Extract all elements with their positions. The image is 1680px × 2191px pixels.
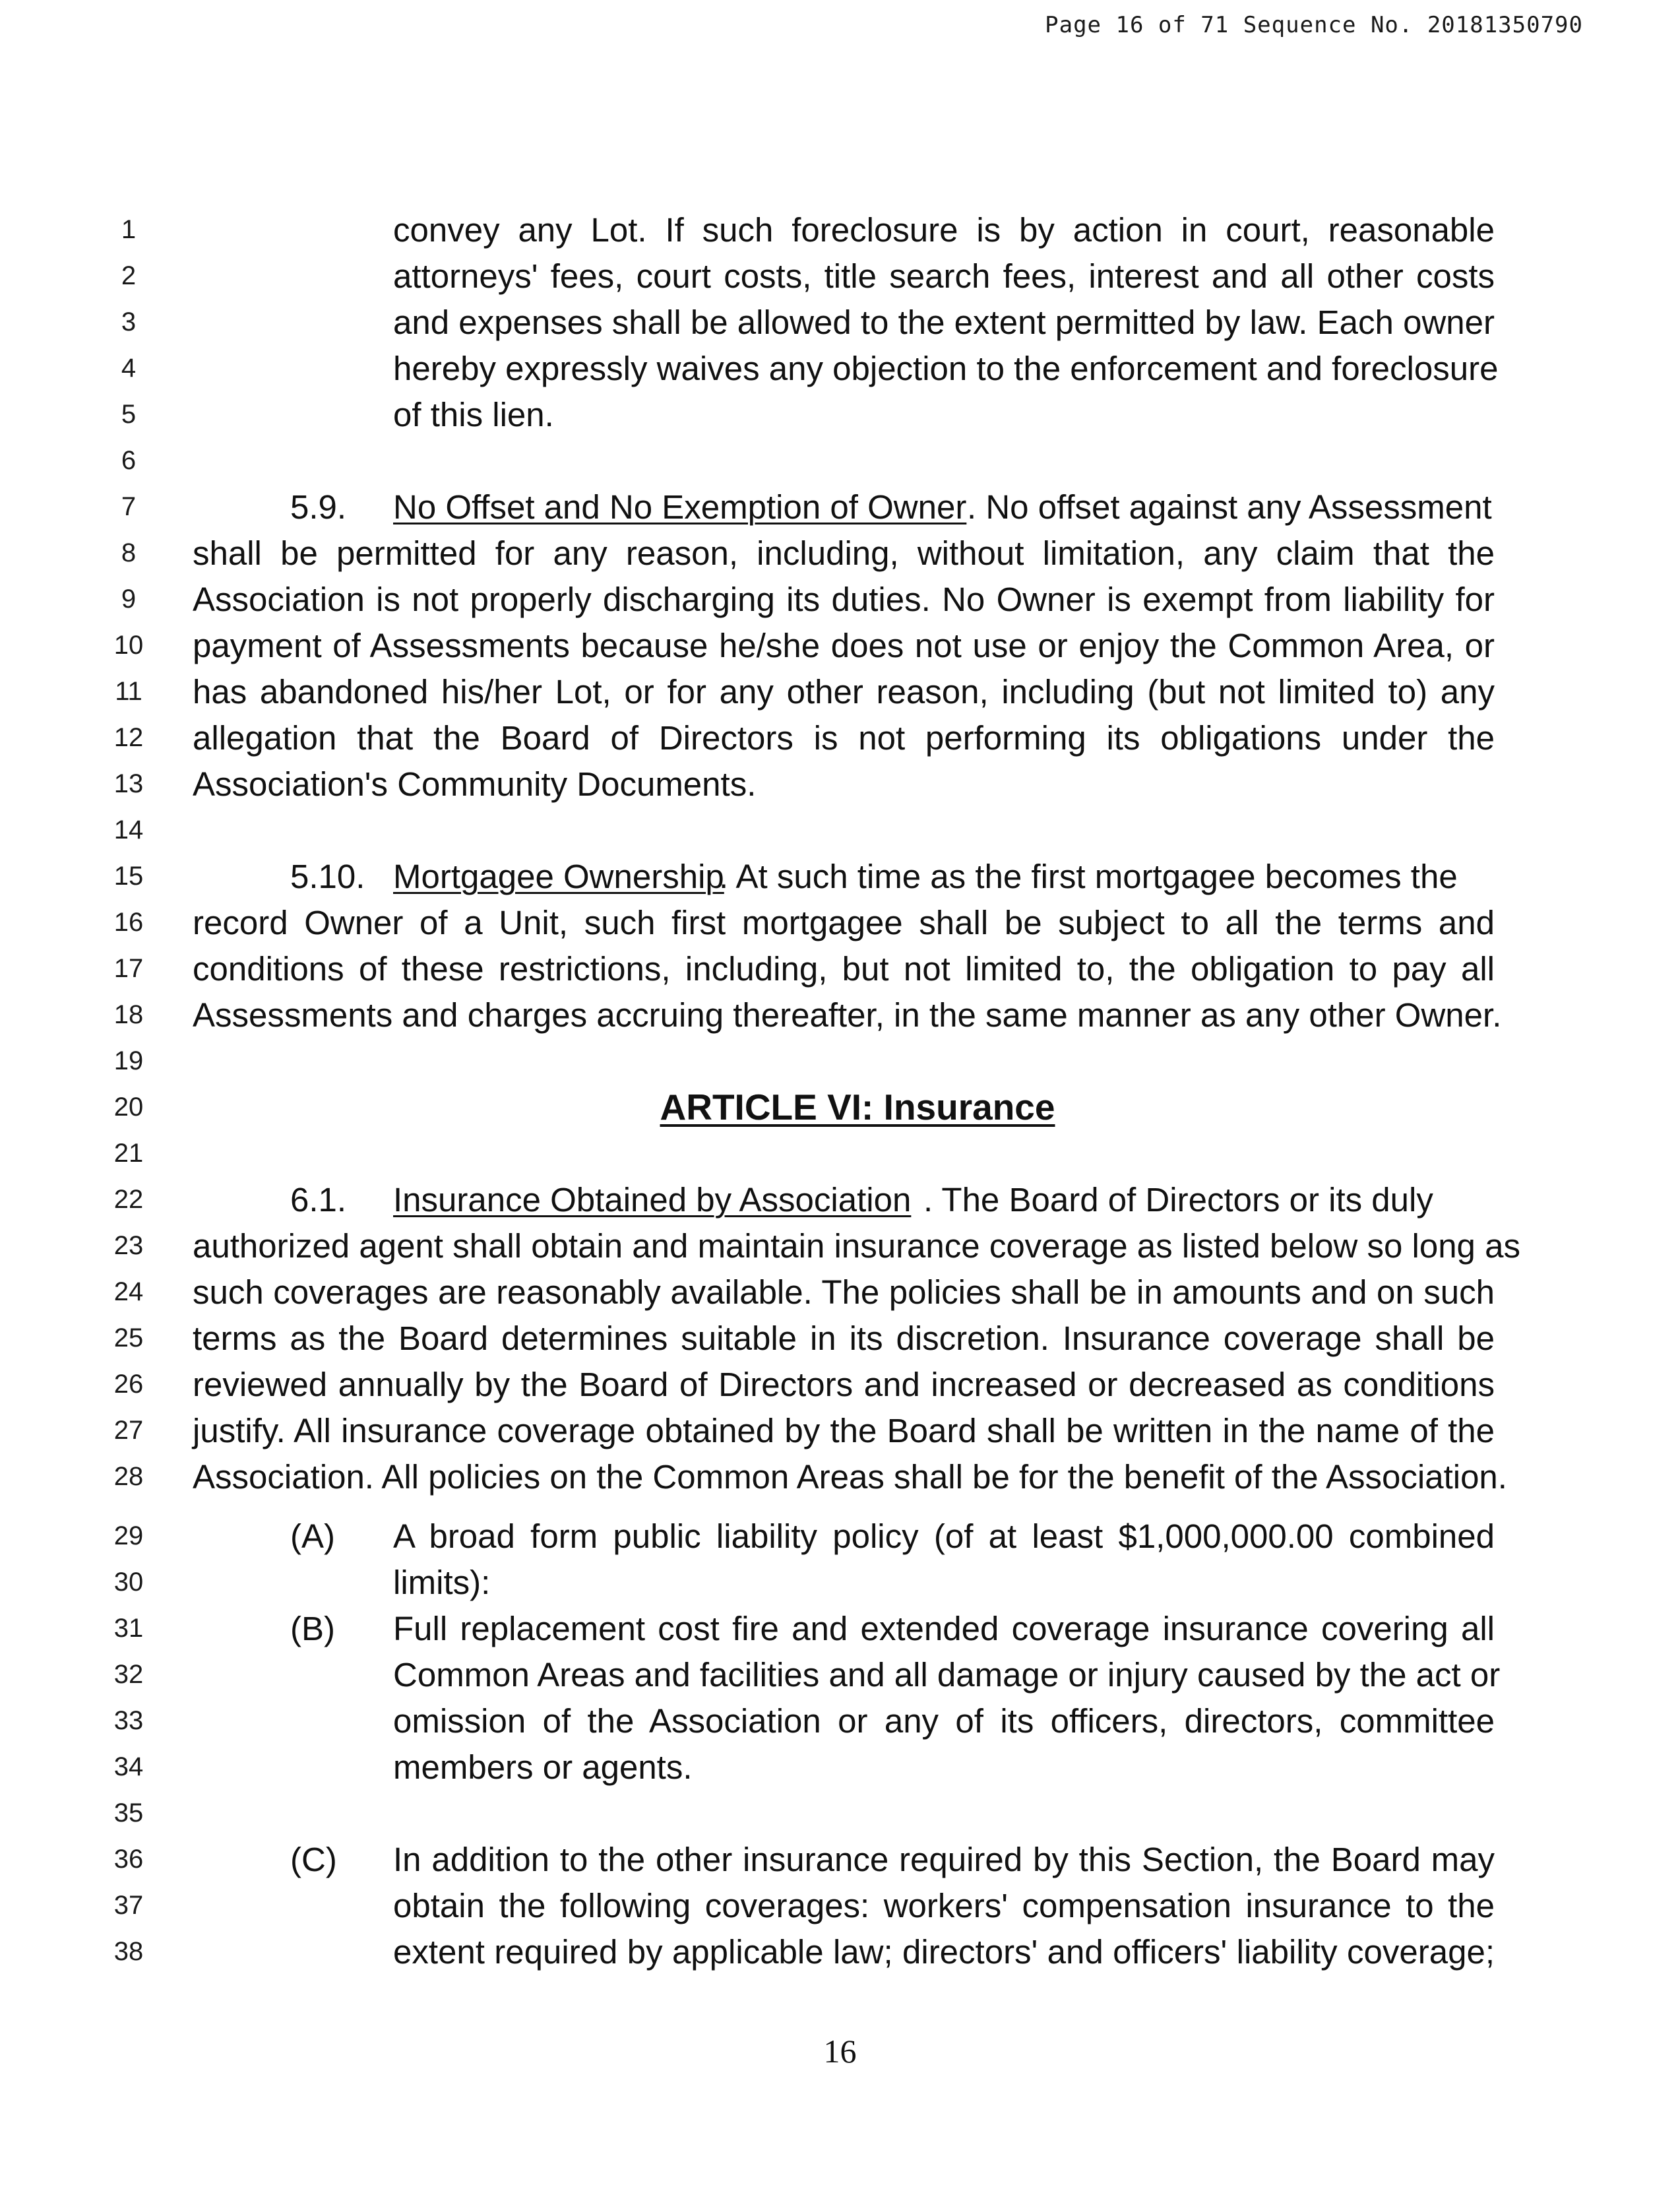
line-text: of this lien.	[393, 396, 554, 433]
section-number: 5.10.	[290, 858, 365, 895]
document-line	[0, 1223, 1680, 1269]
line-number: 8	[121, 538, 137, 567]
line-number: 37	[113, 1891, 144, 1920]
line-number: 22	[113, 1185, 144, 1214]
line-number: 34	[113, 1752, 144, 1781]
line-number: 19	[113, 1046, 144, 1075]
line-number: 5	[121, 400, 137, 429]
line-text: reviewed annually by the Board of Directors and increased or decreased as conditions	[193, 1366, 1495, 1403]
list-marker: (C)	[290, 1841, 337, 1878]
document-line	[0, 714, 1680, 761]
document-line	[0, 1882, 1680, 1929]
article-heading: ARTICLE VI: Insurance	[660, 1087, 1055, 1127]
document-line	[0, 1453, 1680, 1500]
document-line	[0, 206, 1680, 253]
document-line	[0, 1269, 1680, 1316]
document-line	[0, 807, 1680, 854]
line-text: extent required by applicable law; directors' and officers' liability coverage;	[393, 1933, 1495, 1971]
document-line	[0, 576, 1680, 623]
line-number: 14	[113, 815, 144, 844]
document-line	[0, 1130, 1680, 1177]
document-line	[0, 1790, 1680, 1837]
line-text: allegation that the Board of Directors is not performing its obligations under the	[193, 719, 1495, 757]
document-line	[0, 1698, 1680, 1744]
line-number: 36	[113, 1845, 144, 1874]
line-number: 12	[113, 723, 144, 752]
document-line	[0, 1315, 1680, 1362]
document-line	[0, 899, 1680, 946]
document-line	[0, 530, 1680, 577]
document-line	[0, 1559, 1680, 1606]
line-text: limits):	[393, 1564, 491, 1601]
line-number: 20	[113, 1093, 144, 1122]
line-text: Association is not properly discharging its duties. No Owner is exempt from liability for	[193, 581, 1495, 618]
line-number: 24	[113, 1277, 144, 1306]
line-number: 17	[113, 954, 144, 983]
line-text: members or agents.	[393, 1748, 693, 1786]
line-text: Common Areas and facilities and all damage or injury caused by the act or	[393, 1656, 1501, 1694]
line-text: convey any Lot. If such foreclosure is by action in court, reasonable	[393, 211, 1495, 249]
document-line	[0, 484, 1680, 530]
line-text: A broad form public liability policy (of at least $1,000,000.00 combined	[393, 1517, 1495, 1555]
line-text: Association's Community Documents.	[193, 765, 757, 803]
line-number: 23	[113, 1231, 144, 1260]
line-text: Full replacement cost fire and extended coverage insurance covering all	[393, 1610, 1495, 1647]
line-number: 6	[121, 446, 137, 475]
line-text: shall be permitted for any reason, including, without limitation, any claim that the	[193, 534, 1495, 572]
document-line	[0, 1928, 1680, 1975]
document-line	[0, 1651, 1680, 1698]
line-number: 1	[121, 215, 137, 244]
list-marker: (A)	[290, 1517, 335, 1555]
line-number: 26	[113, 1370, 144, 1399]
document-line	[0, 668, 1680, 715]
line-number: 3	[121, 307, 137, 336]
section-number: 6.1.	[290, 1181, 347, 1219]
line-number: 30	[113, 1568, 144, 1597]
page-header: Page 16 of 71 Sequence No. 20181350790	[1045, 12, 1583, 38]
line-text: authorized agent shall obtain and maintain insurance coverage as listed below so long as	[193, 1227, 1520, 1265]
line-number: 2	[121, 261, 137, 290]
line-text: attorneys' fees, court costs, title search fees, interest and all other costs	[393, 257, 1495, 295]
section-number: 5.9.	[290, 488, 347, 526]
line-text: Association. All policies on the Common Areas shall be for the benefit of the Association.	[193, 1458, 1507, 1496]
line-text: . No offset against any Assessment	[967, 488, 1492, 526]
line-text: such coverages are reasonably available. The policies shall be in amounts and on such	[193, 1273, 1495, 1311]
line-number: 18	[113, 1000, 144, 1029]
document-line	[0, 1176, 1680, 1223]
document-line	[0, 1605, 1680, 1652]
line-number: 31	[113, 1614, 144, 1643]
document-line	[0, 622, 1680, 669]
line-number: 15	[113, 862, 144, 891]
line-text: obtain the following coverages: workers' compensation insurance to the	[393, 1887, 1495, 1924]
line-text: . At such time as the first mortgagee becomes the	[719, 858, 1458, 895]
document-line	[0, 1744, 1680, 1791]
line-text: justify. All insurance coverage obtained by the Board shall be written in the name of the	[193, 1412, 1495, 1449]
line-text: conditions of these restrictions, including, but not limited to, the obligation to pay all	[193, 950, 1495, 988]
line-number: 10	[113, 631, 144, 660]
line-number: 28	[113, 1462, 144, 1491]
line-number: 25	[113, 1323, 144, 1352]
line-text: hereby expressly waives any objection to the enforcement and foreclosure	[393, 350, 1499, 387]
line-text: has abandoned his/her Lot, or for any other reason, including (but not limited to) any	[193, 673, 1495, 711]
list-marker: (B)	[290, 1610, 335, 1647]
document-line	[0, 345, 1680, 392]
line-number: 38	[113, 1937, 144, 1966]
document-line	[0, 1836, 1680, 1883]
line-text: . The Board of Directors or its duly	[923, 1181, 1433, 1219]
line-text: omission of the Association or any of its officers, directors, committee	[393, 1702, 1495, 1740]
document-line	[0, 992, 1680, 1038]
line-text: terms as the Board determines suitable in its discretion. Insurance coverage shall be	[193, 1319, 1495, 1357]
line-number: 21	[113, 1139, 144, 1168]
line-text: In addition to the other insurance required by this Section, the Board may	[393, 1841, 1495, 1878]
line-text: record Owner of a Unit, such first mortgagee shall be subject to all the terms and	[193, 904, 1495, 941]
line-number: 35	[113, 1798, 144, 1827]
line-number: 13	[113, 769, 144, 798]
page-number: 16	[823, 2033, 857, 2070]
line-text: and expenses shall be allowed to the extent permitted by law. Each owner	[393, 303, 1495, 341]
document-line	[0, 1407, 1680, 1454]
document-line	[0, 1513, 1680, 1560]
line-number: 29	[113, 1521, 144, 1550]
line-number: 27	[113, 1416, 144, 1445]
document-line	[0, 945, 1680, 992]
line-number: 33	[113, 1706, 144, 1735]
document-line	[0, 391, 1680, 438]
line-number: 4	[121, 354, 137, 383]
line-text: payment of Assessments because he/she does not use or enjoy the Common Area, or	[193, 627, 1495, 664]
document-line	[0, 1361, 1680, 1408]
line-number: 16	[113, 908, 144, 937]
line-number: 9	[121, 585, 137, 614]
section-title: No Offset and No Exemption of Owner	[393, 488, 967, 526]
section-title: Insurance Obtained by Association	[393, 1181, 912, 1219]
document-line	[0, 1038, 1680, 1085]
document-line	[0, 253, 1680, 300]
line-number: 11	[115, 677, 142, 706]
document-line	[0, 299, 1680, 346]
section-title: Mortgagee Ownership	[393, 858, 724, 895]
line-number: 32	[113, 1660, 144, 1689]
document-line	[0, 1084, 1680, 1131]
line-text: Assessments and charges accruing thereafter, in the same manner as any other Owner.	[193, 996, 1502, 1034]
document-line	[0, 853, 1680, 900]
line-number: 7	[121, 492, 137, 521]
document-line	[0, 437, 1680, 484]
document-line	[0, 761, 1680, 808]
